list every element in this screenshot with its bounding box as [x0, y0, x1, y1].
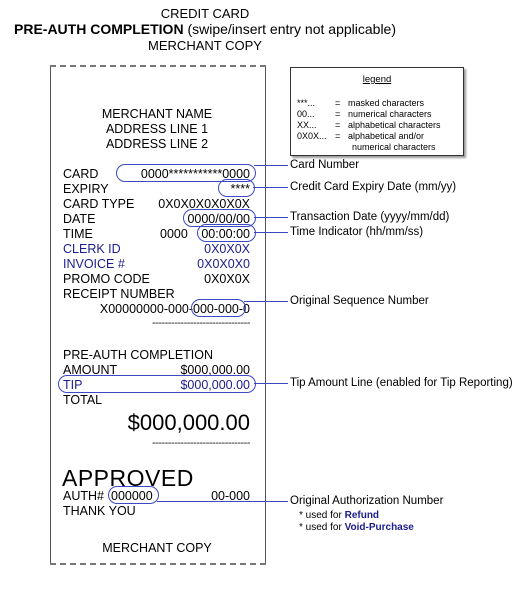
- header-title-bold: PRE-AUTH COMPLETION: [14, 21, 184, 37]
- time-label: TIME: [63, 227, 93, 241]
- card-number-leader: [254, 165, 288, 166]
- card-label: CARD: [63, 167, 99, 181]
- callout-expiry: Credit Card Expiry Date (mm/yy): [290, 181, 457, 193]
- total-amount: $000,000.00: [127, 410, 250, 435]
- tip-label: TIP: [63, 378, 83, 392]
- sequence-highlight: [191, 299, 246, 317]
- callout-auth: Original Authorization Number: [290, 495, 444, 507]
- receipt-number-value: X00000000-000-000-000-0: [99, 302, 250, 316]
- transaction-title: PRE-AUTH COMPLETION: [63, 348, 214, 362]
- date-leader: [254, 217, 288, 218]
- expiry-highlight: [218, 179, 255, 197]
- date-value: 0000/00/00: [187, 212, 250, 226]
- card-value: 0000***********0000: [140, 167, 250, 181]
- promo-code-value: 0X0X0X: [204, 272, 250, 286]
- total-label: TOTAL: [63, 393, 103, 407]
- time-value: 00:00:00: [201, 227, 250, 241]
- clerk-id-value: 0X0X0X: [204, 242, 250, 256]
- sequence-leader: [244, 301, 288, 302]
- amount-value: $000,000.00: [180, 363, 250, 377]
- auth-leader: [157, 501, 288, 502]
- note-void-prefix: * used for: [299, 522, 345, 533]
- footer-merchant-copy: MERCHANT COPY: [102, 541, 212, 555]
- approved-status: APPROVED: [62, 465, 194, 491]
- address-line-2: ADDRESS LINE 2: [105, 137, 209, 151]
- callout-date: Transaction Date (yyyy/mm/dd): [290, 211, 450, 223]
- merchant-name: MERCHANT NAME: [101, 107, 213, 121]
- tip-highlight: [58, 375, 256, 393]
- legend-box: [290, 67, 464, 156]
- legend-desc-5: numerical characters: [352, 142, 436, 152]
- card-type-value: 0X0X0X0X0X0X: [158, 197, 250, 211]
- invoice-label: INVOICE #: [63, 257, 125, 271]
- expiry-label: EXPIRY: [63, 182, 109, 196]
- auth-right-value: 00-000: [211, 489, 250, 503]
- header-line-1: CREDIT CARD: [160, 6, 250, 21]
- auth-value: 000000: [111, 489, 153, 503]
- legend-symbol-1: ***...: [297, 98, 316, 108]
- card-type-label: CARD TYPE: [63, 197, 135, 211]
- legend-symbol-2: 00...: [297, 109, 315, 119]
- header-line-2: [0, 21, 410, 37]
- legend-desc-4: alphabetical and/or: [348, 131, 425, 141]
- callout-tip: Tip Amount Line (enabled for Tip Reporting): [290, 377, 513, 389]
- legend-symbol-4: 0X0X...: [297, 131, 327, 141]
- callout-card-number: Card Number: [290, 159, 360, 171]
- note-refund-bold: Refund: [344, 510, 380, 521]
- separator-dashes-1: -------------------------------: [151, 317, 250, 329]
- note-void-bold: Void-Purchase: [344, 522, 414, 533]
- expiry-leader: [253, 187, 288, 188]
- receipt-tear-bottom: [50, 563, 266, 565]
- tip-leader: [254, 383, 288, 384]
- legend-desc-3: alphabetical characters: [348, 120, 441, 130]
- time-leader: [254, 232, 288, 233]
- receipt-number-label: RECEIPT NUMBER: [63, 287, 175, 301]
- tip-value: $000,000.00: [180, 378, 250, 392]
- legend-eq-4: =: [335, 131, 341, 141]
- time-mid: 0000: [160, 227, 188, 241]
- legend-title: legend: [362, 74, 392, 85]
- note-refund-prefix: * used for: [299, 510, 345, 521]
- clerk-id-label: CLERK ID: [63, 242, 121, 256]
- legend-eq-1: =: [335, 98, 341, 108]
- auth-number-highlight: [108, 486, 159, 504]
- legend-desc-1: masked characters: [348, 98, 425, 108]
- time-highlight: [197, 224, 256, 242]
- legend-desc-2: numerical characters: [348, 109, 432, 119]
- expiry-value: ****: [230, 182, 250, 196]
- legend-eq-3: =: [335, 120, 341, 130]
- note-refund: [299, 510, 379, 521]
- separator-dashes-2: -------------------------------: [151, 437, 250, 449]
- header-line-3: MERCHANT COPY: [148, 38, 262, 53]
- promo-code-label: PROMO CODE: [63, 272, 150, 286]
- receipt-tear-top: [50, 65, 266, 67]
- callout-time: Time Indicator (hh/mm/ss): [290, 226, 424, 238]
- auth-label: AUTH#: [63, 489, 104, 503]
- note-void: [299, 522, 414, 533]
- thank-you: THANK YOU: [63, 504, 136, 518]
- address-line-1: ADDRESS LINE 1: [105, 122, 209, 136]
- callout-sequence: Original Sequence Number: [290, 295, 429, 307]
- header-title-rest: (swipe/insert entry not applicable): [183, 21, 396, 37]
- date-label: DATE: [63, 212, 96, 226]
- amount-label: AMOUNT: [63, 363, 118, 377]
- legend-eq-2: =: [335, 109, 341, 119]
- invoice-value: 0X0X0X0: [197, 257, 250, 271]
- legend-symbol-3: XX...: [297, 120, 317, 130]
